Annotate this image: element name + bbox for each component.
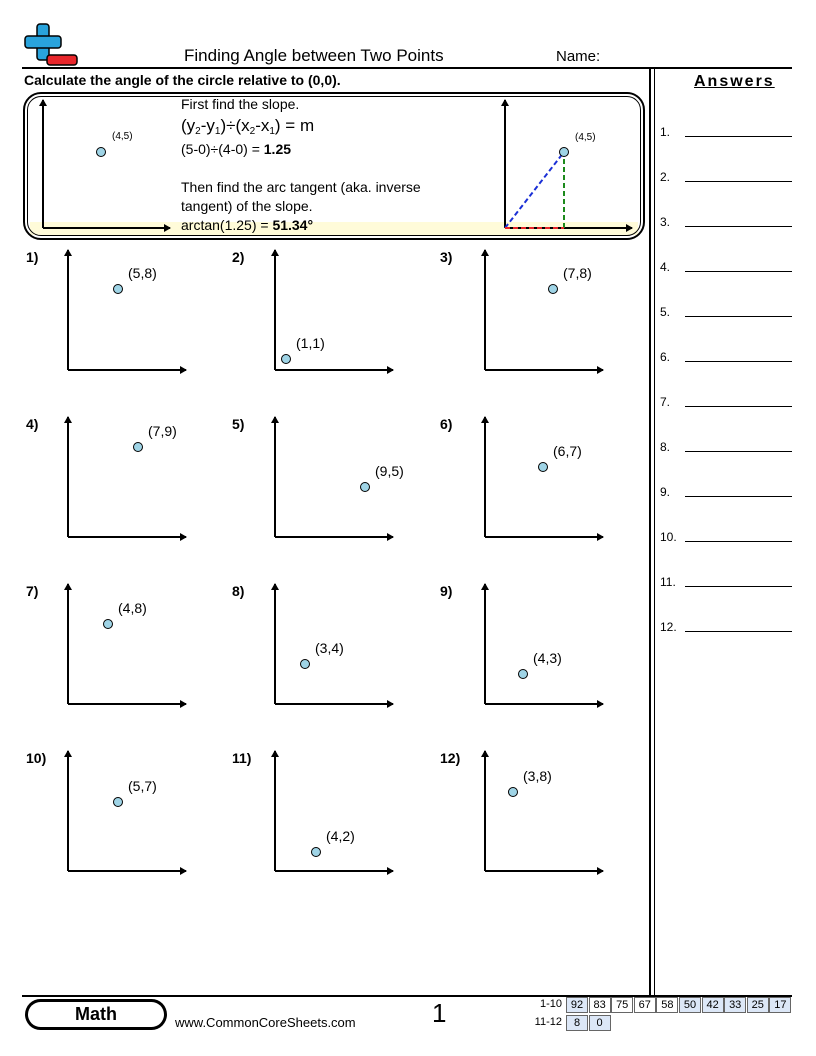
- score-row-label: 11-12: [534, 1016, 562, 1028]
- point-label: (6,7): [553, 443, 582, 459]
- problem-graph: [275, 250, 393, 370]
- hypotenuse-line: [505, 152, 564, 228]
- example-point-label-left: (4,5): [112, 131, 133, 142]
- score-cell: 17: [769, 997, 791, 1013]
- point-marker: [312, 848, 321, 857]
- problem-number: 2): [232, 249, 245, 265]
- problem-number: 9): [440, 583, 453, 599]
- example-step1: First find the slope.: [181, 96, 300, 112]
- example-axes-right: [505, 100, 632, 228]
- answer-row[interactable]: [660, 393, 792, 411]
- problem-graph: [68, 751, 186, 871]
- answer-blank[interactable]: [685, 181, 792, 182]
- answer-blank[interactable]: [685, 226, 792, 227]
- answer-number: 4.: [660, 260, 671, 274]
- point-marker: [104, 620, 113, 629]
- arctan-calc: arctan(1.25) = 51.34°: [181, 217, 314, 233]
- score-row-label: 1-10: [539, 998, 562, 1010]
- answer-blank[interactable]: [685, 361, 792, 362]
- score-cell: 42: [702, 997, 724, 1013]
- answer-number: 12.: [660, 620, 677, 634]
- point-label: (1,1): [296, 335, 325, 351]
- answer-number: 7.: [660, 395, 671, 409]
- point-marker: [282, 355, 291, 364]
- score-cell: 8: [566, 1015, 588, 1031]
- answer-number: 8.: [660, 440, 671, 454]
- score-cell: 33: [724, 997, 746, 1013]
- example-step2-line2: tangent) of the slope.: [181, 198, 313, 214]
- answer-blank[interactable]: [685, 586, 792, 587]
- answer-blank[interactable]: [685, 541, 792, 542]
- point-marker: [134, 443, 143, 452]
- slope-formula: $(y_2-y_1)\div(x_2-x_1) = m$: [181, 116, 315, 137]
- point-label: (5,8): [128, 265, 157, 281]
- answer-number: 9.: [660, 485, 671, 499]
- answer-row[interactable]: [660, 618, 792, 636]
- page-number: 1: [432, 998, 447, 1028]
- problem-number: 5): [232, 416, 245, 432]
- problem-number: 7): [26, 583, 39, 599]
- answer-row[interactable]: [660, 303, 792, 321]
- answer-number: 5.: [660, 305, 671, 319]
- answer-blank[interactable]: [685, 631, 792, 632]
- answers-title: Answers: [694, 73, 775, 90]
- answer-number: 10.: [660, 530, 677, 544]
- website-link[interactable]: www.CommonCoreSheets.com: [175, 1015, 356, 1030]
- score-cell: 75: [611, 997, 633, 1013]
- point-label: (4,3): [533, 650, 562, 666]
- example-point-right: [560, 148, 569, 157]
- subject-label: Math: [28, 1002, 164, 1027]
- point-label: (9,5): [375, 463, 404, 479]
- problem-graph: [485, 584, 603, 704]
- point-label: (5,7): [128, 778, 157, 794]
- point-marker: [549, 285, 558, 294]
- score-cell: 92: [566, 997, 588, 1013]
- example-point-label-right: (4,5): [575, 132, 596, 143]
- problem-number: 1): [26, 249, 39, 265]
- point-label: (3,8): [523, 768, 552, 784]
- answer-blank[interactable]: [685, 451, 792, 452]
- answer-row[interactable]: [660, 168, 792, 186]
- answer-row[interactable]: [660, 483, 792, 501]
- problem-graph: [275, 751, 393, 871]
- score-cell: 58: [656, 997, 678, 1013]
- problem-number: 4): [26, 416, 39, 432]
- answer-row[interactable]: [660, 213, 792, 231]
- problem-number: 10): [26, 750, 47, 766]
- problem-number: 12): [440, 750, 461, 766]
- point-label: (7,9): [148, 423, 177, 439]
- point-marker: [301, 660, 310, 669]
- point-label: (3,4): [315, 640, 344, 656]
- name-label: Name:: [556, 48, 601, 65]
- answer-row[interactable]: [660, 123, 792, 141]
- answer-row[interactable]: [660, 438, 792, 456]
- answer-row[interactable]: [660, 348, 792, 366]
- problem-number: 6): [440, 416, 453, 432]
- answer-blank[interactable]: [685, 271, 792, 272]
- problem-number: 3): [440, 249, 453, 265]
- answer-number: 6.: [660, 350, 671, 364]
- score-cell: 0: [589, 1015, 611, 1031]
- point-label: (7,8): [563, 265, 592, 281]
- point-label: (4,8): [118, 600, 147, 616]
- problem-graph: [68, 250, 186, 370]
- example-step2-line1: Then find the arc tangent (aka. inverse: [181, 179, 421, 195]
- score-cell: 25: [747, 997, 769, 1013]
- point-marker: [114, 285, 123, 294]
- worksheet-title: Finding Angle between Two Points: [184, 46, 444, 65]
- answer-blank[interactable]: [685, 496, 792, 497]
- answer-row[interactable]: [660, 258, 792, 276]
- problem-number: 11): [232, 750, 252, 766]
- point-marker: [539, 463, 548, 472]
- answer-number: 1.: [660, 125, 671, 139]
- point-marker: [519, 670, 528, 679]
- answer-blank[interactable]: [685, 136, 792, 137]
- point-label: (4,2): [326, 828, 355, 844]
- point-marker: [114, 798, 123, 807]
- example-point-left: [97, 148, 106, 157]
- score-cell: 83: [589, 997, 611, 1013]
- answer-blank[interactable]: [685, 316, 792, 317]
- problem-number: 8): [232, 583, 245, 599]
- answer-number: 3.: [660, 215, 671, 229]
- point-marker: [361, 483, 370, 492]
- slope-calc: (5-0)÷(4-0) = 1.25: [181, 141, 292, 157]
- answer-number: 11.: [660, 575, 676, 589]
- answer-row[interactable]: [660, 573, 792, 591]
- answer-blank[interactable]: [685, 406, 792, 407]
- answer-row[interactable]: [660, 528, 792, 546]
- answer-number: 2.: [660, 170, 671, 184]
- point-marker: [509, 788, 518, 797]
- score-cell: 67: [634, 997, 656, 1013]
- example-axes-left: [43, 100, 170, 228]
- problem-graph: [485, 417, 603, 537]
- instructions: Calculate the angle of the circle relative to (0,0).: [24, 72, 341, 88]
- score-cell: 50: [679, 997, 701, 1013]
